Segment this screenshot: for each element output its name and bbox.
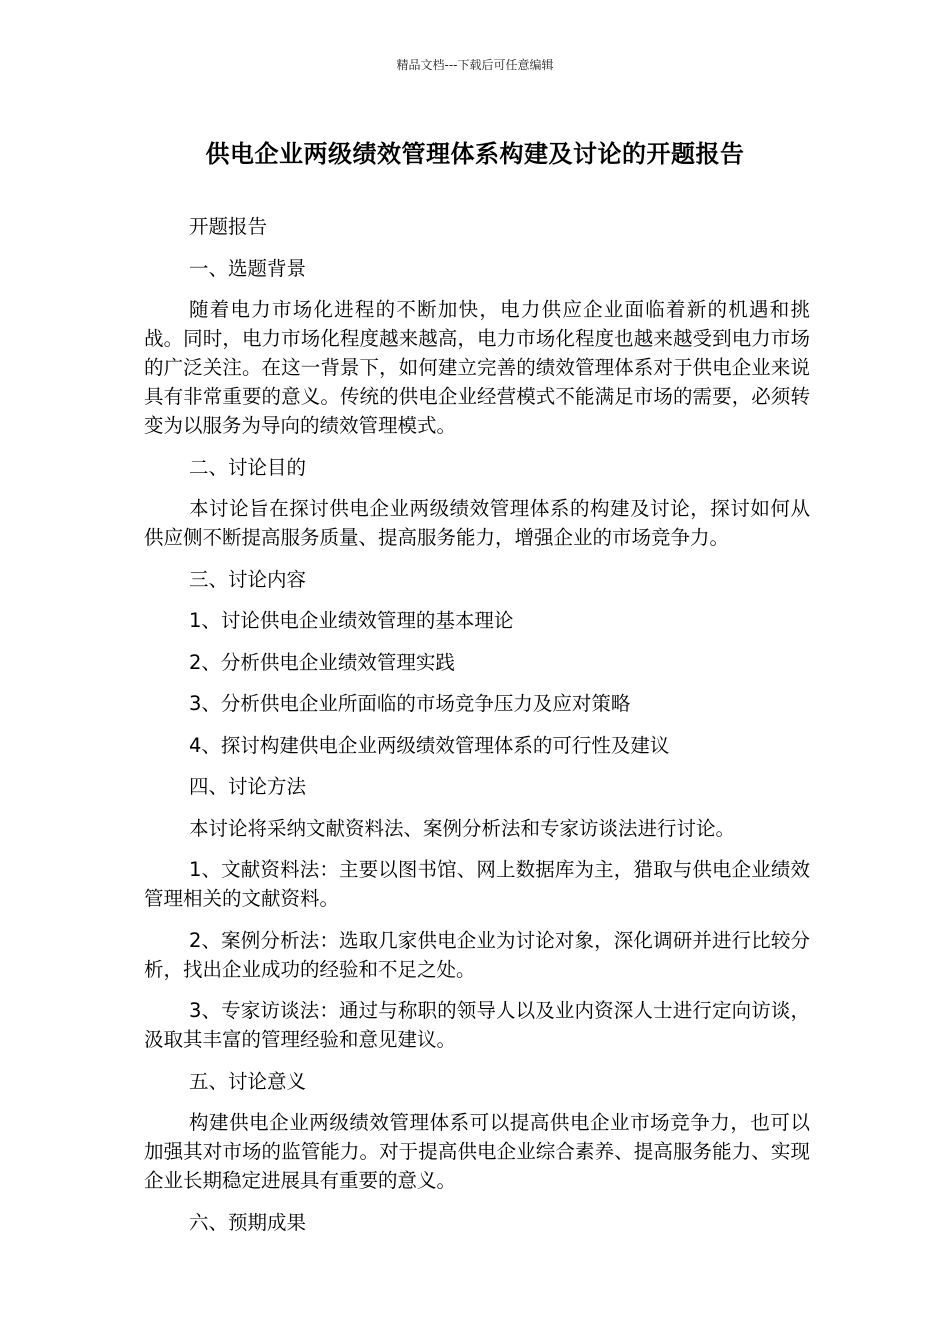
- list-item-content-1: 1、讨论供电企业绩效管理的基本理论: [189, 609, 514, 632]
- section-heading-background: 一、选题背景: [189, 256, 307, 280]
- list-item-method-3: 3、专家访谈法：通过与称职的领导人以及业内资深人士进行定向访谈，汲取其丰富的管理经验和意见建议。: [144, 999, 810, 1051]
- section-label-report: 开题报告: [189, 215, 268, 238]
- section-heading-content: 三、讨论内容: [189, 567, 307, 591]
- section-heading-method: 四、讨论方法: [189, 775, 307, 798]
- list-item-method-1: 1、文献资料法：主要以图书馆、网上数据库为主，猎取与供电企业绩效管理相关的文献资料。: [144, 858, 810, 910]
- paragraph-purpose: 本讨论旨在探讨供电企业两级绩效管理体系的构建及讨论，探讨如何从供应侧不断提高服务质量、提高服务能力，增强企业的市场竞争力。: [144, 497, 810, 549]
- list-item-method-2: 2、案例分析法：选取几家供电企业为讨论对象，深化调研并进行比较分析，找出企业成功的经验和不足之处。: [144, 928, 810, 981]
- list-item-content-3: 3、分析供电企业所面临的市场竞争压力及应对策略: [189, 692, 631, 715]
- document-title: 供电企业两级绩效管理体系构建及讨论的开题报告: [205, 140, 745, 168]
- section-heading-significance: 五、讨论意义: [189, 1069, 307, 1093]
- page-header-note: 精品文档---下载后可任意编辑: [396, 58, 554, 72]
- section-heading-purpose: 二、讨论目的: [189, 455, 307, 479]
- list-item-content-4: 4、探讨构建供电企业两级绩效管理体系的可行性及建议: [189, 733, 670, 757]
- paragraph-method-intro: 本讨论将采纳文献资料法、案例分析法和专家访谈法进行讨论。: [189, 816, 736, 840]
- paragraph-background: 随着电力市场化进程的不断加快，电力供应企业面临着新的机遇和挑战。同时，电力市场化程度越来越高，电力市场化程度也越来越受到电力市场的广泛关注。在这一背景下，如何建立完善的绩效管理体系对于供电企业来说具有非常重要的意义。传统的供电企业经营模式不能满足市场的需要，必须转变为以服务为导向的绩效管理模式。: [144, 298, 810, 437]
- section-heading-expected-results: 六、预期成果: [189, 1210, 307, 1234]
- list-item-content-2: 2、分析供电企业绩效管理实践: [189, 650, 455, 674]
- document-body: [144, 212, 810, 1249]
- paragraph-significance: 构建供电企业两级绩效管理体系可以提高供电企业市场竞争力，也可以加强其对市场的监管能力。对于提高供电企业综合素养、提高服务能力、实现企业长期稳定进展具有重要的意义。: [144, 1111, 810, 1192]
